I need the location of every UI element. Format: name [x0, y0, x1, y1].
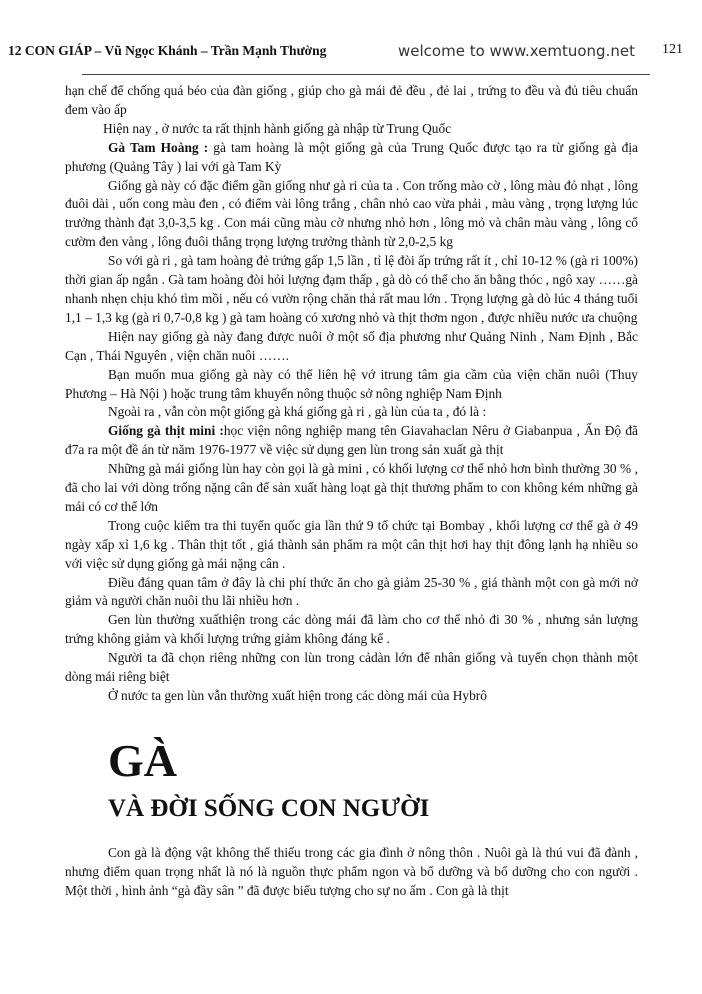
book-title: 12 CON GIÁP – Vũ Ngọc Khánh – Trần Mạnh Thường — [8, 43, 327, 58]
paragraph-7: Bạn muốn mua giống gà này có thể liên hệ vớ itrung tâm gia cầm của viện chăn nuôi (Thuy Phương – Hà Nội ) hoặc trung tâm khuyến nông thuộc sở nông nghiệp Nam Định — [65, 366, 638, 401]
section-subtitle: VÀ ĐỜI SỐNG CON NGƯỜI — [108, 794, 430, 822]
final-paragraph: Con gà là động vật không thể thiếu trong các gia đình ở nông thôn . Nuôi gà là thú vui đã đành , nhưng điểm quan trọng nhất là nó là nguồn thực phẩm ngon và bổ dưỡng và bổ dưỡng cho con người . Một thời , hình ảnh “gà đầy sân ” đã được biểu tượng cho sự no ấm . Con gà là thịt — [65, 844, 638, 898]
paragraph-10: Những gà mái giống lùn hay còn gọi là gà mini , có khối lượng cơ thể nhỏ hơn bình thường 30 % , đã cho lai với dòng trống nặng cân để sản xuất hàng loạt gà thịt thương phẩm to con không kém những gà mái có cơ thể lớn — [65, 461, 638, 514]
paragraph-5: So với gà ri , gà tam hoàng đẻ trứng gấp 1,5 lần , tỉ lệ đòi ấp trứng rất ít , chỉ 10-12 % (gà ri 100%) thời gian ấp ngắn . Gà tam hoàng đòi hỏi lượng đạm thấp , gà dò có thể cho ăn bằng thóc , ngô xay ……gà nhanh nhẹn chịu khó tìm mồi , nếu có vườn rộng chăn thả rất mau lớn . Trọng lượng gà dò lúc 4 tháng tuổi 1,1 – 1,3 kg (gà ri 0,7-0,8 kg ) gà tam hoàng có xương nhỏ và thịt thơm ngon , được nhiều nước ưa chuộng — [65, 253, 638, 325]
paragraph-14: Người ta đã chọn riêng những con lùn trong cảdàn lớn để nhân giống và tuyển chọn thành một dòng mái riêng biệt — [65, 650, 638, 685]
heading-ga-thit-mini: Giống gà thịt mini : — [108, 423, 224, 439]
paragraph-12: Điều đáng quan tâm ở đây là chi phí thức ăn cho gà giảm 25-30 % , giá thành một con gà mới nở giảm và người chăn nuôi thu lãi nhiều hơn . — [65, 574, 638, 609]
heading-tam-hoang: Gà Tam Hoàng : — [108, 139, 209, 155]
paragraph-13: Gen lùn thường xuấthiện trong các dòng mái đã làm cho cơ thể nhỏ đi 30 % , nhưng sản lượng trứng không giảm và khối lượng trứng giảm không đáng kể . — [65, 612, 638, 647]
paragraph-4: Giống gà này có đặc điểm gần giống như gà ri của ta . Con trống mào cờ , lông màu đỏ nhạt , lông đuôi dài , uốn cong màu đen , có điểm vài lông trắng , chân nhỏ cao vừa phải , màu vàng , trọng lượng lúc trưởng thành đạt 3,0-3,5 kg . Con mái cũng màu cờ nhưng nhỏ hơn , lông mỏ và chân màu vàng , lông cổ cườm đen vàng , lông đuôi thẳng trọng lượng trưởng thành từ 2,0-2,5 kg — [65, 177, 638, 250]
paragraph-11: Trong cuộc kiểm tra thi tuyển quốc gia lần thứ 9 tổ chức tại Bombay , khối lượng cơ thể gà ở 49 ngày xấp xỉ 1,6 kg . Thân thịt tốt , giá thành sản phẩm ra một cân thịt hơi hay thịt đông lạnh hạ nhiều so với việc sử dụng giống gà mái nặng cân . — [65, 517, 638, 571]
section-title: GÀ — [108, 734, 177, 786]
paragraph-15: Ở nước ta gen lùn vẫn thường xuất hiện trong các dòng mái của Hybrô — [108, 688, 487, 703]
paragraph-8: Ngoài ra , vẫn còn một giống gà khá giống gà ri , gà lùn của ta , đó là : — [108, 404, 487, 420]
website-link[interactable]: welcome to www.xemtuong.net — [398, 42, 635, 60]
paragraph-2: Hiện nay , ở nước ta rất thịnh hành giống gà nhập từ Trung Quốc — [103, 120, 452, 136]
page-number: 121 — [662, 42, 683, 57]
page-body — [65, 82, 638, 901]
paragraph-1: hạn chế để chống quá béo của đàn giống , giúp cho gà mái đẻ đều , đẻ lai , trứng to đều và đủ tiêu chuẩn đem vào ấp — [65, 83, 638, 117]
header-divider — [82, 74, 650, 75]
paragraph-3: Gà Tam Hoàng : gà tam hoàng là một giống gà của Trung Quốc được tạo ra từ giống gà địa phương (Quảng Tây ) lai với gà Tam Kỳ — [65, 139, 638, 174]
paragraph-6: Hiện nay giống gà này đang được nuôi ở một số địa phương như Quảng Ninh , Nam Định , Bắc Cạn , Thái Nguyên , viện chăn nuôi ……. — [65, 328, 638, 363]
paragraph-9: Giống gà thịt mini :học viện nông nghiệp mang tên Giavahaclan Nêru ở Giabanpua , Ấn Độ đã đ7a ra một đề án từ năm 1976-1977 về việc sử dụng gen lùn trong sản xuất gà thịt — [65, 423, 638, 458]
